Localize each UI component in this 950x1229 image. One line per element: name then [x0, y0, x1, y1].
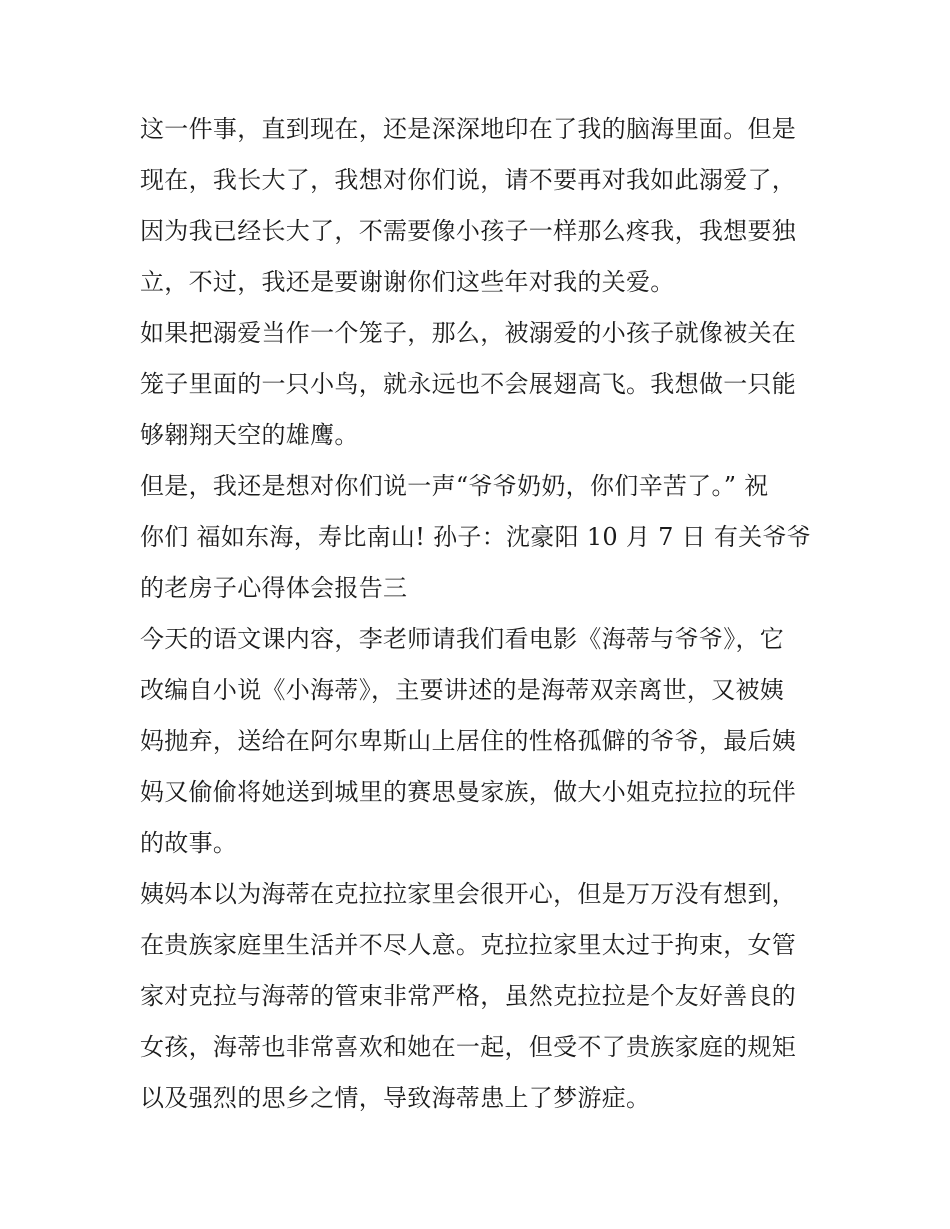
text-line: 但是，我还是想对你们说一声“爷爷奶奶，你们辛苦了。” 祝 [140, 472, 769, 500]
text-line: 笼子里面的一只小鸟，就永远也不会展翅高飞。我想做一只能 [140, 370, 797, 398]
text-line: 姨妈本以为海蒂在克拉拉家里会很开心，但是万万没有想到， [140, 880, 797, 908]
document-body [140, 104, 820, 1124]
text-line: 改编自小说《小海蒂》，主要讲述的是海蒂双亲离世，又被姨 [140, 676, 785, 704]
text-line: 以及强烈的思乡之情，导致海蒂患上了梦游症。 [140, 1084, 651, 1112]
text-line: 够翱翔天空的雄鹰。 [140, 421, 359, 449]
text-line: 妈又偷偷将她送到城里的赛思曼家族，做大小姐克拉拉的玩伴 [140, 778, 797, 806]
text-line: 今天的语文课内容，李老师请我们看电影《海蒂与爷爷》，它 [140, 625, 785, 653]
text-line: 你们 福如东海，寿比南山! 孙子：沈豪阳 10 月 7 日 有关爷爷 [140, 523, 812, 551]
text-line: 家对克拉与海蒂的管束非常严格，虽然克拉拉是个友好善良的 [140, 982, 797, 1010]
text-line: 因为我已经长大了，不需要像小孩子一样那么疼我，我想要独 [140, 217, 797, 245]
text-line: 这一件事，直到现在，还是深深地印在了我的脑海里面。但是 [140, 115, 797, 143]
text-line: 的老房子心得体会报告三 [140, 574, 408, 602]
text-line: 如果把溺爱当作一个笼子，那么，被溺爱的小孩子就像被关在 [140, 319, 797, 347]
text-line: 妈抛弃，送给在阿尔卑斯山上居住的性格孤僻的爷爷，最后姨 [140, 727, 797, 755]
text-line: 现在，我长大了，我想对你们说，请不要再对我如此溺爱了， [140, 166, 797, 194]
text-line: 在贵族家庭里生活并不尽人意。克拉拉家里太过于拘束，女管 [140, 931, 797, 959]
text-line: 的故事。 [140, 829, 238, 857]
text-line: 女孩，海蒂也非常喜欢和她在一起，但受不了贵族家庭的规矩 [140, 1033, 797, 1061]
text-line: 立，不过，我还是要谢谢你们这些年对我的关爱。 [140, 268, 675, 296]
